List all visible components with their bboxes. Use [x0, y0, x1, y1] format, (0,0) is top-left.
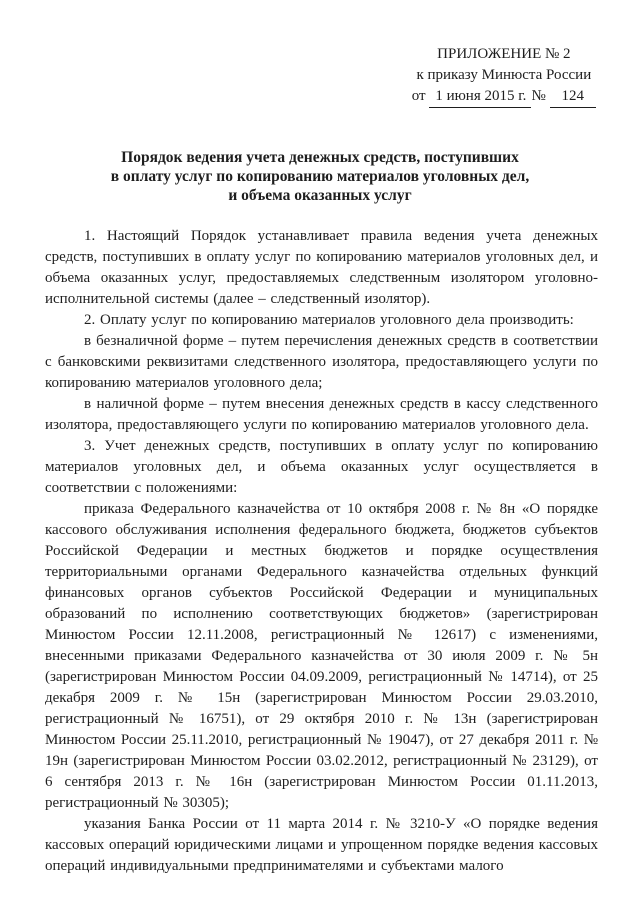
paragraph-3: в безналичной форме – путем перечисления денежных средств в соответствии с банковскими реквизитами следственного изолятора, предоставляющего услуги по копированию материалов уголовного дела;: [45, 333, 598, 391]
document-body: [45, 226, 598, 877]
document-header: [412, 44, 596, 108]
title-line-3: и объема оказанных услуг: [228, 187, 412, 204]
header-order-line: к приказу Минюста России: [416, 67, 592, 83]
paragraph-4: в наличной форме – путем внесения денежных средств в кассу следственного изолятора, предоставляющего услуги по копированию материалов уголовного дела.: [45, 396, 598, 433]
header-date-line: [412, 86, 596, 108]
paragraph-1: 1. Настоящий Порядок устанавливает правила ведения учета денежных средств, поступивших в оплату услуг по копированию материалов уголовных дел, и объема оказанных услуг, предоставляемых следственным изолятором уголовно-исполнительной системы (далее – следственный изолятор).: [45, 228, 598, 307]
header-number-sign: №: [531, 88, 546, 104]
header-date-value: 1 июня 2015 г.: [429, 86, 531, 108]
paragraph-7: указания Банка России от 11 марта 2014 г. № 3210-У «О порядке ведения кассовых операций юридическими лицами и упрощенном порядке ведения кассовых операций индивидуальными предпринимателями и субъектами малого: [45, 816, 598, 874]
paragraph-6: приказа Федерального казначейства от 10 октября 2008 г. № 8н «О порядке кассового обслуживания исполнения федерального бюджета, бюджетов субъектов Российской Федерации и местных бюджетов и порядке осуществления территориальными органами Федерального казначейства отдельных функций финансовых органов субъектов Российской Федерации и муниципальных образований по исполнению соответствующих бюджетов» (зарегистрирован Минюстом России 12.11.2008, регистрационный № 12617) с изменениями, внесенными приказами Федерального казначейства от 30 июля 2009 г. № 5н (зарегистрирован Минюстом России 04.09.2009, регистрационный № 14714), от 25 декабря 2009 г. № 15н (зарегистрирован Минюстом России 29.03.2010, регистрационный № 16751), от 29 октября 2010 г. № 13н (зарегистрирован Минюстом России 25.11.2010, регистрационный № 19047), от 27 декабря 2011 г. № 19н (зарегистрирован Минюстом России 03.02.2012, регистрационный № 23129), от 6 сентября 2013 г. № 16н (зарегистрирован Минюстом России 01.11.2013, регистрационный № 30305);: [45, 501, 598, 811]
title-line-1: Порядок ведения учета денежных средств, поступивших: [121, 149, 519, 166]
document-title: [0, 148, 640, 205]
header-appendix-line: ПРИЛОЖЕНИЕ № 2: [437, 46, 571, 62]
paragraph-5: 3. Учет денежных средств, поступивших в оплату услуг по копированию материалов уголовных дел, и объема оказанных услуг осуществляется в соответствии с положениями:: [45, 438, 598, 496]
paragraph-2: 2. Оплату услуг по копированию материалов уголовного дела производить:: [84, 312, 574, 328]
title-line-2: в оплату услуг по копированию материалов уголовных дел,: [110, 168, 530, 185]
header-number-value: 124: [550, 86, 597, 108]
header-date-prefix: от: [411, 88, 426, 104]
